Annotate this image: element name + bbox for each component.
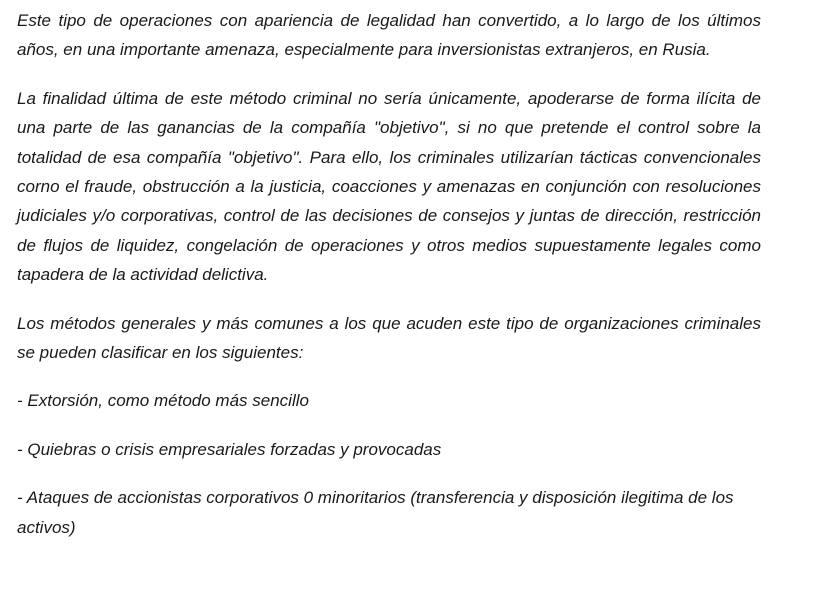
list-item-bankruptcy: - Quiebras o crisis empresariales forzadas y provocadas <box>17 439 442 459</box>
paragraph-intro: Este tipo de operaciones con apariencia de legalidad han convertido, a lo largo de los últimos años, en una importante amenaza, especialmente para inversionistas extranjeros, en Rusia. <box>17 11 761 60</box>
list-item-extortion: - Extorsión, como método más sencillo <box>17 391 309 411</box>
document-body <box>17 6 761 542</box>
paragraph-methods-intro: Los métodos generales y más comunes a los que acuden este tipo de organizaciones criminales se pueden clasificar en los siguientes: <box>17 313 761 363</box>
paragraph-method-purpose: La finalidad última de este método criminal no sería únicamente, apoderarse de forma ilícita de una parte de las ganancias de la compañía "objetivo", si no que pretende el control sobre la totalidad de esa compañía "objetivo". Para ello, los criminales utilizarían tácticas convencionales corno el fraude, obstrucción a la justicia, coacciones y amenazas en conjunción con resoluciones judiciales y/o corporativas, control de las decisiones de consejos y juntas de dirección, restricción de flujos de liquidez, congelación de operaciones y otros medios supuestamente legales como tapadera de la actividad delictiva. <box>17 88 761 285</box>
list-item-shareholder-attacks: - Ataques de accionistas corporativos 0 minoritarios (transferencia y disposición ilegitima de los activos) <box>17 488 753 537</box>
